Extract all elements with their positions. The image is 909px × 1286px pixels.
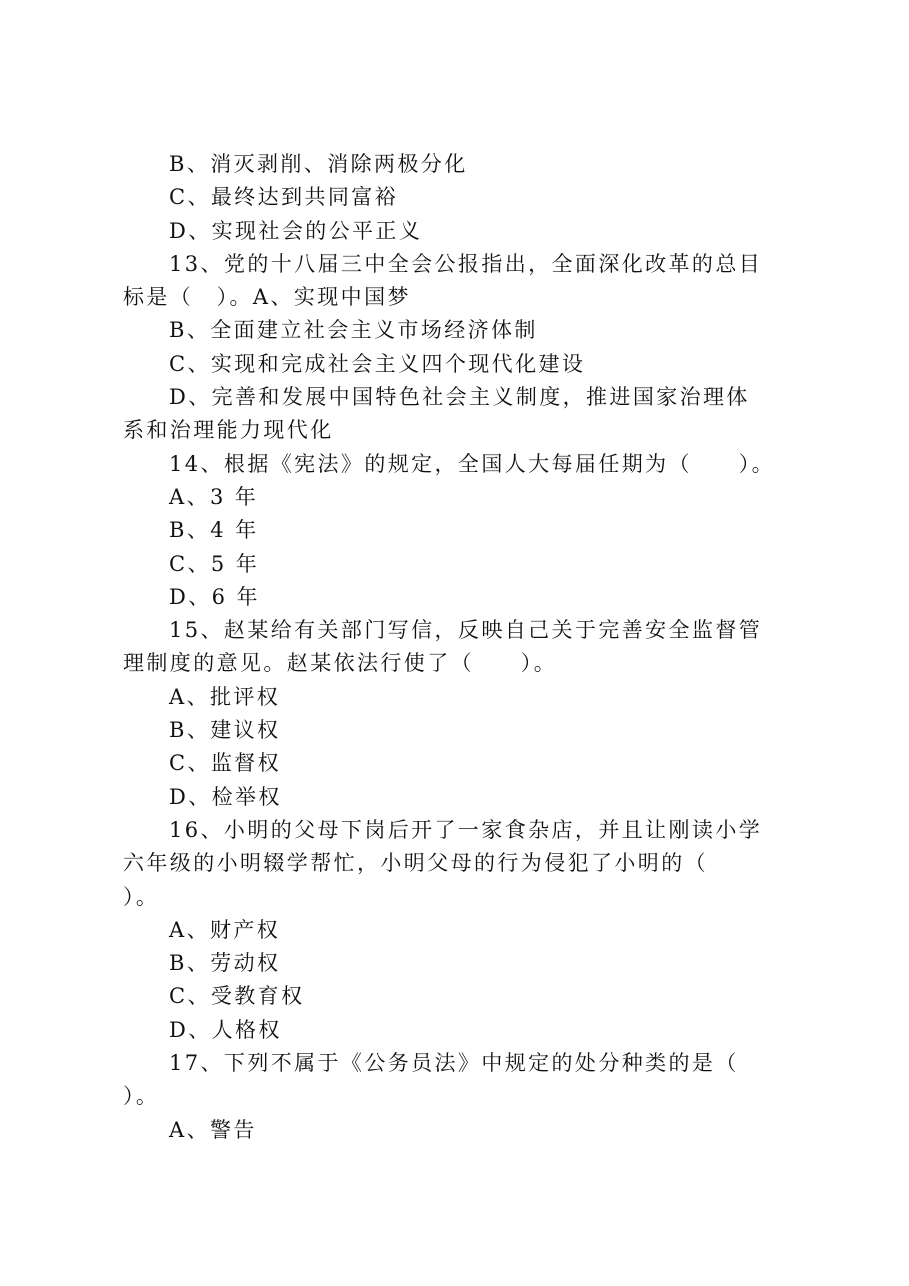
- continuation-line: ）。: [123, 1084, 160, 1109]
- document-body: [123, 148, 797, 1147]
- continuation-line: 理制度的意见。赵某依法行使了（ ）。: [123, 651, 558, 676]
- option-line: A、财产权: [169, 917, 281, 942]
- option-line: C、实现和完成社会主义四个现代化建设: [169, 351, 586, 376]
- continuation-line: 六年级的小明辍学帮忙，小明父母的行为侵犯了小明的（: [123, 851, 708, 876]
- option-line: A、批评权: [169, 684, 281, 709]
- option-line: D、检举权: [169, 784, 282, 809]
- question-line: 16、小明的父母下岗后开了一家食杂店，并且让刚读小学: [169, 817, 763, 842]
- continuation-line: 标是（ ）。A、实现中国梦: [123, 285, 411, 310]
- question-line: 17、下列不属于《公务员法》中规定的处分种类的是（: [169, 1051, 739, 1076]
- option-line: B、4 年: [169, 518, 259, 543]
- option-line: A、3 年: [169, 484, 259, 509]
- option-line: B、全面建立社会主义市场经济体制: [169, 318, 538, 343]
- continuation-line: 系和治理能力现代化: [123, 418, 334, 443]
- option-line: C、受教育权: [169, 984, 305, 1009]
- option-line: C、监督权: [169, 751, 282, 776]
- question-line: 15、赵某给有关部门写信，反映自己关于完善安全监督管: [169, 618, 763, 643]
- option-line: B、消灭剥削、消除两极分化: [169, 152, 468, 176]
- option-line: D、实现社会的公平正义: [169, 218, 423, 243]
- option-line: D、完善和发展中国特色社会主义制度，推进国家治理体: [169, 385, 750, 410]
- option-line: D、6 年: [169, 584, 260, 609]
- question-line: 13、党的十八届三中全会公报指出，全面深化改革的总目: [169, 251, 763, 276]
- continuation-line: ）。: [123, 884, 160, 909]
- option-line: C、最终达到共同富裕: [169, 185, 399, 210]
- option-line: D、人格权: [169, 1017, 282, 1042]
- option-line: C、5 年: [169, 551, 260, 576]
- option-line: B、建议权: [169, 718, 281, 743]
- question-line: 14、根据《宪法》的规定，全国人大每届任期为（ ）。: [169, 451, 776, 476]
- option-line: A、警告: [169, 1117, 257, 1142]
- option-line: B、劳动权: [169, 951, 281, 976]
